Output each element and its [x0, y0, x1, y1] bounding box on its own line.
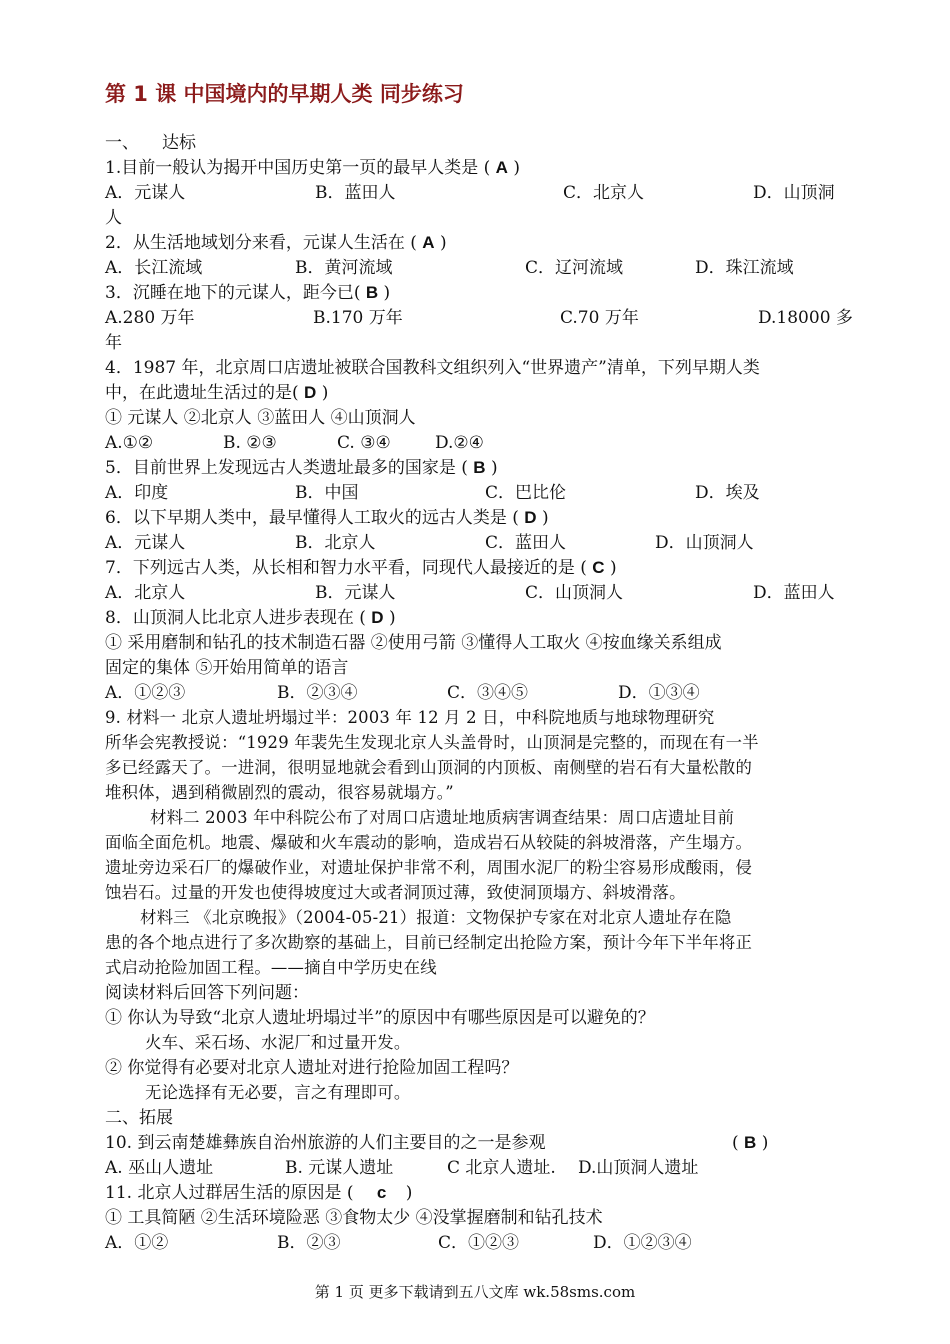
option-b: B. ②③ [223, 433, 277, 453]
question-9-answer-2: 无论选择有无必要，言之有理即可。 [145, 1083, 411, 1102]
answer-2: A [422, 233, 435, 252]
answer-1: A [495, 158, 508, 177]
option-d: D．珠江流域 [695, 258, 794, 278]
option-a: A．印度 [105, 483, 169, 503]
option-b: B.170 万年 [313, 308, 403, 328]
option-c: C.70 万年 [560, 308, 639, 328]
answer-8: D [371, 608, 384, 627]
option-b: B．蓝田人 [315, 183, 396, 203]
option-b: B．北京人 [295, 533, 376, 553]
material-1-line-3: 多已经露天了。一进洞，很明显地就会看到山顶洞的内顶板、南侧壁的岩石有大量松散的 [105, 758, 753, 777]
question-9-answer-1: 火车、采石场、水泥厂和过量开发。 [145, 1033, 411, 1052]
option-c: C．巴比伦 [485, 483, 567, 503]
material-1-line-4: 堆积体，遇到稍微剧烈的震动，很容易就塌方。” [105, 783, 454, 802]
option-d: D.②④ [435, 433, 484, 453]
question-8-items-line-2: 固定的集体 ⑤开始用简单的语言 [105, 658, 349, 678]
answer-10: B [744, 1133, 757, 1152]
option-d: D．山顶洞 [753, 183, 835, 203]
option-b: B．中国 [295, 483, 359, 503]
answer-6: D [524, 508, 537, 527]
page-title: 第 1 课 中国境内的早期人类 同步练习 [105, 82, 464, 106]
question-6-stem: 6．以下早期人类中，最早懂得人工取火的远古人类是 ( D ) [105, 508, 549, 528]
material-3-line-1: 材料三 《北京晚报》（2004-05-21）报道：文物保护专家在对北京人遗址存在隐 [140, 908, 732, 927]
question-5-stem: 5．目前世界上发现远古人类遗址最多的国家是 ( B ) [105, 458, 498, 478]
question-3-stem: 3．沉睡在地下的元谋人，距今已( B ) [105, 283, 391, 303]
question-9-sub-2: ② 你觉得有必要对北京人遗址对进行抢险加固工程吗？ [105, 1058, 519, 1078]
option-c: C．①②③ [438, 1233, 520, 1253]
question-10-stem: 10. 到云南楚雄彝族自治州旅游的人们主要目的之一是参观 ( B ) [105, 1133, 769, 1153]
answer-10-group: ( B ) [732, 1133, 769, 1153]
answer-4: D [304, 383, 317, 402]
material-3-line-2: 患的各个地点进行了多次勘察的基础上，目前已经制定出抢险方案，预计今年下半年将正 [105, 933, 753, 952]
option-a: A．元谋人 [105, 183, 186, 203]
question-11-stem: 11. 北京人过群居生活的原因是 ( c ) [105, 1183, 413, 1203]
option-d: D.山顶洞人遗址 [578, 1158, 699, 1178]
question-8-items-line-1: ① 采用磨制和钻孔的技术制造石器 ②使用弓箭 ③懂得人工取火 ④按血缘关系组成 [105, 633, 722, 653]
option-d: D．蓝田人 [753, 583, 835, 603]
option-a: A. 巫山人遗址 [105, 1158, 214, 1178]
question-1-wrap: 人 [105, 208, 122, 228]
option-b: B．黄河流域 [295, 258, 393, 278]
option-c: C 北京人遗址. [447, 1158, 556, 1178]
option-c: C. ③④ [337, 433, 391, 453]
option-c: C．北京人 [563, 183, 645, 203]
answer-11: c [376, 1183, 387, 1202]
option-d: D．山顶洞人 [655, 533, 754, 553]
question-1-stem: 1.目前一般认为揭开中国历史第一页的最早人类是 ( A ) [105, 158, 520, 178]
material-2-line-2: 面临全面危机。地震、爆破和火车震动的影响，造成岩石从较陡的斜坡滑落，产生塌方。 [105, 833, 753, 852]
option-a: A.280 万年 [105, 308, 195, 328]
option-a: A.①② [105, 433, 154, 453]
question-4-line-2: 中，在此遗址生活过的是( D ) [105, 383, 329, 403]
option-d: D.18000 多 [758, 308, 853, 328]
answer-7: C [592, 558, 605, 577]
section-label: 达标 [162, 133, 196, 153]
material-2-line-1: 材料二 2003 年中科院公布了对周口店遗址地质病害调查结果：周口店遗址目前 [150, 808, 735, 827]
option-b: B. 元谋人遗址 [285, 1158, 394, 1178]
option-a: A．北京人 [105, 583, 186, 603]
option-a: A．①② [105, 1233, 169, 1253]
question-2-stem: 2．从生活地域划分来看，元谋人生活在 ( A ) [105, 233, 447, 253]
option-a: A．元谋人 [105, 533, 186, 553]
option-a: A．长江流域 [105, 258, 203, 278]
material-1-line-1: 9. 材料一 北京人遗址坍塌过半：2003 年 12 月 2 日，中科院地质与地球物理研究 [105, 708, 715, 727]
question-8-stem: 8．山顶洞人比北京人进步表现在 ( D ) [105, 608, 396, 628]
question-9-sub-1: ① 你认为导致“北京人遗址坍塌过半”的原因中有哪些原因是可以避免的？ [105, 1008, 655, 1028]
question-11-items: ① 工具简陋 ②生活环境险恶 ③食物太少 ④没掌握磨制和钻孔技术 [105, 1208, 603, 1228]
question-9-prompt: 阅读材料后回答下列问题： [105, 983, 309, 1003]
option-c: C．③④⑤ [447, 683, 529, 703]
question-7-stem: 7．下列远古人类，从长相和智力水平看，同现代人最接近的是 ( C ) [105, 558, 617, 578]
material-1-line-2: 所华会宪教授说：“1929 年裴先生发现北京人头盖骨时，山顶洞是完整的，而现在有一半 [105, 733, 759, 752]
question-4-line-1: 4．1987 年，北京周口店遗址被联合国教科文组织列入“世界遗产”清单，下列早期人类 [105, 358, 760, 378]
section-heading-2: 二、拓展 [105, 1108, 173, 1128]
option-d: D．埃及 [695, 483, 760, 503]
option-d: D．①②③④ [593, 1233, 692, 1253]
option-c: C．辽河流域 [525, 258, 624, 278]
question-3-wrap: 年 [105, 333, 122, 353]
section-number: 一、 [105, 133, 139, 153]
material-2-line-4: 蚀岩石。过量的开发也使得坡度过大或者洞顶过薄，致使洞顶塌方、斜坡滑落。 [105, 883, 686, 902]
question-4-items: ① 元谋人 ②北京人 ③蓝田人 ④山顶洞人 [105, 408, 416, 428]
option-b: B．②③ [277, 1233, 341, 1253]
material-3-line-3: 式启动抢险加固工程。——摘自中学历史在线 [105, 958, 437, 977]
option-c: C．蓝田人 [485, 533, 567, 553]
option-a: A．①②③ [105, 683, 186, 703]
option-d: D．①③④ [618, 683, 700, 703]
option-c: C．山顶洞人 [525, 583, 624, 603]
answer-3: B [365, 283, 379, 302]
material-2-line-3: 遗址旁边采石厂的爆破作业，对遗址保护非常不利，周围水泥厂的粉尘容易形成酸雨，侵 [105, 858, 753, 877]
option-b: B．元谋人 [315, 583, 396, 603]
answer-5: B [473, 458, 486, 477]
option-b: B．②③④ [277, 683, 358, 703]
page-footer: 第 1 页 更多下载请到五八文库 wk.58sms.com [314, 1283, 636, 1301]
